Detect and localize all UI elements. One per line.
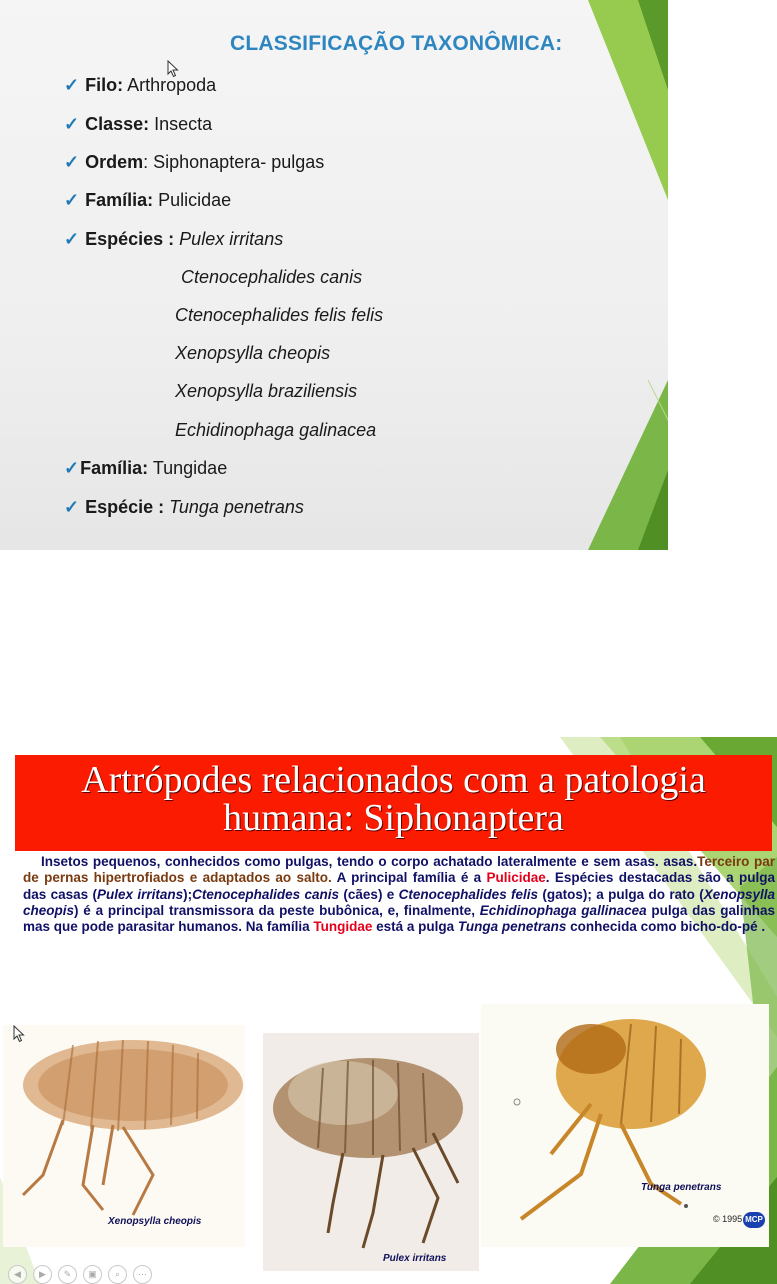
mcp-logo: MCP: [743, 1212, 765, 1228]
species-item: Ctenocephalides canis: [181, 267, 363, 287]
check-icon: ✓: [64, 190, 80, 210]
slide-taxonomy: [0, 0, 668, 550]
taxonomy-row-classe: ✓ Classe: Insecta: [64, 114, 213, 134]
caption-pulex: Pulex irritans: [383, 1253, 447, 1264]
taxonomy-row-especies: ✓ Espécies : Pulex irritans: [64, 229, 284, 249]
mouse-cursor-icon: [13, 1025, 25, 1043]
taxonomy-row-familia-tungidae: ✓Família: Tungidae: [64, 458, 228, 478]
caption-xenopsylla: Xenopsylla cheopis: [108, 1216, 202, 1227]
taxonomy-row-especie-tunga: ✓ Espécie : Tunga penetrans: [64, 497, 304, 517]
more-icon[interactable]: ⋯: [133, 1265, 152, 1284]
species-item: Ctenocephalides felis felis: [175, 305, 384, 325]
title-banner: [15, 755, 772, 851]
photo-xenopsylla-cheopis: [3, 1025, 245, 1247]
check-icon: ✓: [64, 114, 80, 134]
check-icon: ✓: [64, 458, 80, 478]
flea-illustration: [263, 1033, 479, 1271]
play-icon[interactable]: ▶: [33, 1265, 52, 1284]
check-icon: ✓: [64, 497, 80, 517]
prev-icon[interactable]: ◀: [8, 1265, 27, 1284]
zoom-icon[interactable]: ⌕: [108, 1265, 127, 1284]
check-icon: ✓: [64, 75, 80, 95]
check-icon: ✓: [64, 152, 80, 172]
flea-illustration: [481, 1004, 769, 1247]
slides-icon[interactable]: ▣: [83, 1265, 102, 1284]
taxonomy-row-ordem: ✓ Ordem: Siphonaptera- pulgas: [64, 152, 325, 172]
photo-pulex-irritans: [263, 1033, 479, 1271]
flea-illustration: [3, 1025, 245, 1247]
slide-title: Artrópodes relacionados com a patologia humana: Siphonaptera: [81, 759, 706, 839]
copyright-text: © 1995: [713, 1214, 743, 1224]
taxonomy-row-filo: ✓ Filo: Arthropoda: [64, 75, 217, 95]
photo-tunga-penetrans: [481, 1004, 769, 1247]
description-paragraph: Insetos pequenos, conhecidos como pulgas, tendo o corpo achatado lateralmente e sem asas. asas.Terceiro par de pernas hipertrofiados e adaptados ao salto. A principal família é a Pulicidae. Espécies destacadas são a pulga das casas (Pulex irritans);Ctenocephalides canis (cães) e Ctenocephalides felis (gatos); a pulga do rato (Xenopsylla cheopis) é a principal transmissora da peste bubônica, e, finalmente, Echidinophaga gallinacea pulga das galinhas mas que pode parasitar humanos. Na família Tungidae está a pulga Tunga penetrans conhecida como bicho-do-pé .: [23, 854, 776, 935]
taxonomy-row-familia: ✓ Família: Pulicidae: [64, 190, 232, 210]
species-item: Xenopsylla braziliensis: [175, 381, 358, 401]
species-item: Echidinophaga galinacea: [175, 420, 377, 440]
caption-tunga: Tunga penetrans: [641, 1182, 722, 1193]
check-icon: ✓: [64, 229, 80, 249]
pen-icon[interactable]: ✎: [58, 1265, 77, 1284]
green-corner-decoration: [548, 0, 668, 550]
taxonomy-title: CLASSIFICAÇÃO TAXONÔMICA:: [230, 32, 563, 55]
species-item: Xenopsylla cheopis: [175, 343, 331, 363]
slide-siphonaptera: [0, 737, 777, 1284]
presentation-toolbar: [8, 1265, 152, 1284]
